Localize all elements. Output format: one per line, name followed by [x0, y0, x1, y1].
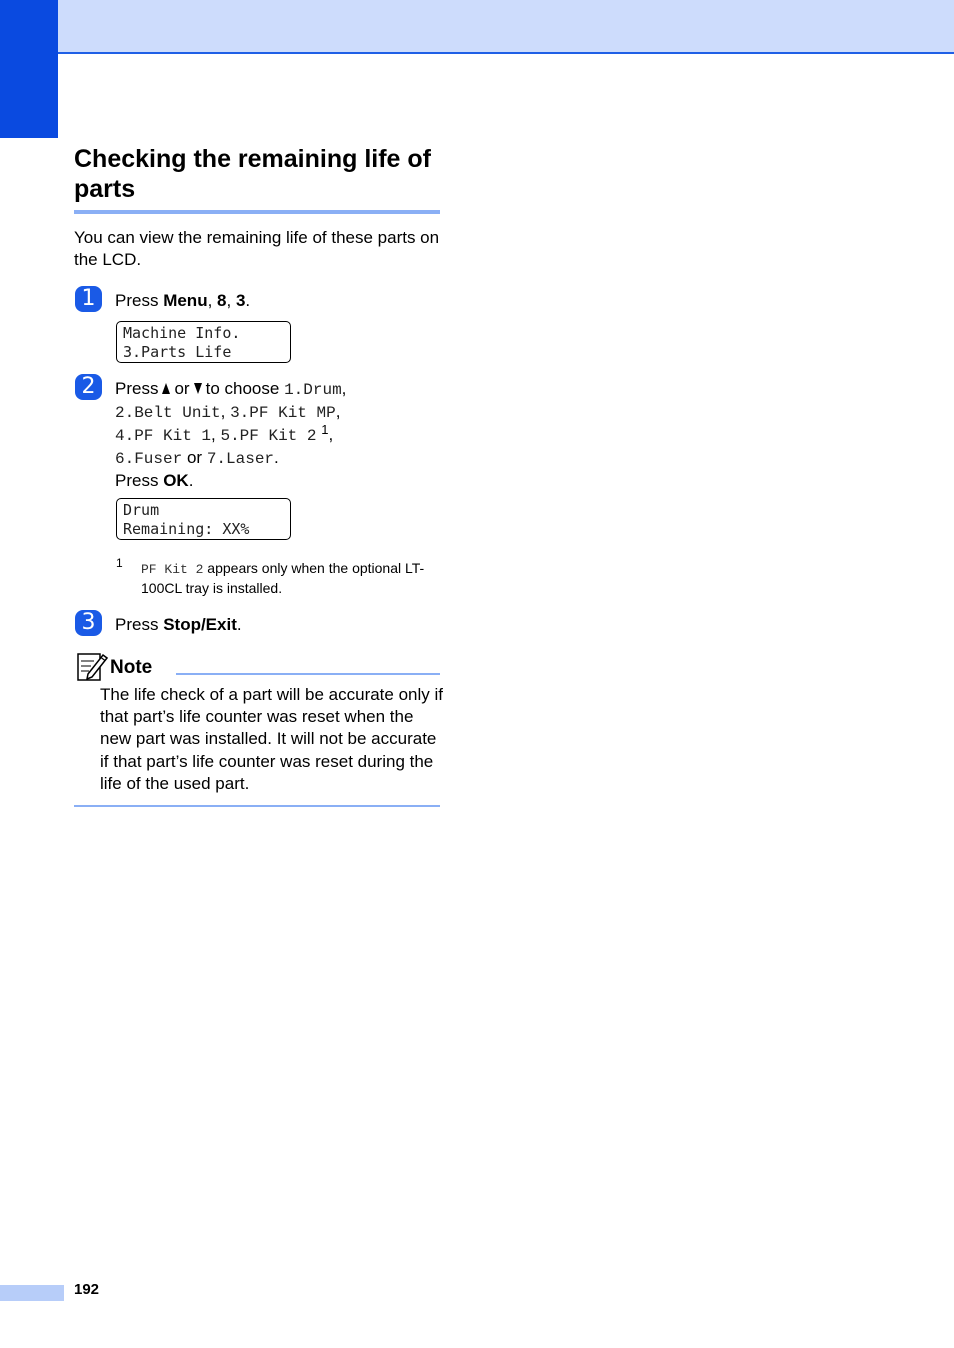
lcd-line: Drum — [123, 501, 160, 519]
chapter-tab — [0, 0, 58, 138]
note-title: Note — [110, 657, 153, 678]
lcd-display-2 — [116, 498, 291, 540]
footnote-text: PF Kit 2 appears only when the optional LT-100CL tray is installed. — [141, 560, 425, 596]
key-8: 8 — [217, 291, 227, 310]
key-3: 3 — [235, 291, 246, 310]
section-heading: Checking the remaining life of parts — [74, 145, 431, 203]
step-2-text: Press or to choose 1.Drum, 2.Belt Unit, 3.PF Kit MP, 4.PF Kit 1, 5.PF Kit 2 $^1$, 6.Fuser or 7.Laser. Press OK. — [115, 379, 347, 490]
down-arrow-icon — [194, 383, 202, 394]
key-stop-exit: Stop/Exit — [163, 615, 237, 634]
lcd-display-1 — [116, 321, 291, 363]
note-rule-bottom — [74, 805, 440, 807]
note-body: The life check of a part will be accurate only if that part’s life counter was reset when the new part was installed. It will not be accurate if that part’s life counter was reset during the life of the used part. — [100, 685, 443, 793]
footnote-number: 1 — [116, 556, 123, 570]
key-ok: OK — [163, 471, 189, 490]
note-rule-top — [176, 673, 440, 675]
step-3-badge: 3 — [75, 610, 102, 636]
lcd-line: Machine Info. — [123, 324, 241, 342]
lcd-line: 3.Parts Life — [123, 343, 232, 361]
intro-paragraph: You can view the remaining life of these parts on the LCD. — [74, 228, 440, 269]
footnote-ref: 1 — [321, 422, 329, 437]
header-band — [58, 0, 954, 54]
step-1-text: Press Menu, 8, 3. — [115, 291, 251, 310]
lcd-line: Remaining: XX% — [123, 520, 250, 538]
note-pencil-icon — [76, 650, 108, 682]
step-1-badge: 1 — [75, 286, 102, 312]
key-menu: Menu — [163, 291, 208, 310]
page-number: 192 — [74, 1281, 100, 1298]
step-2-badge: 2 — [75, 374, 102, 400]
page-number-band — [0, 1285, 64, 1301]
heading-underline — [74, 210, 440, 214]
step-3-text: Press Stop/Exit. — [115, 615, 242, 634]
up-arrow-icon — [162, 383, 170, 394]
